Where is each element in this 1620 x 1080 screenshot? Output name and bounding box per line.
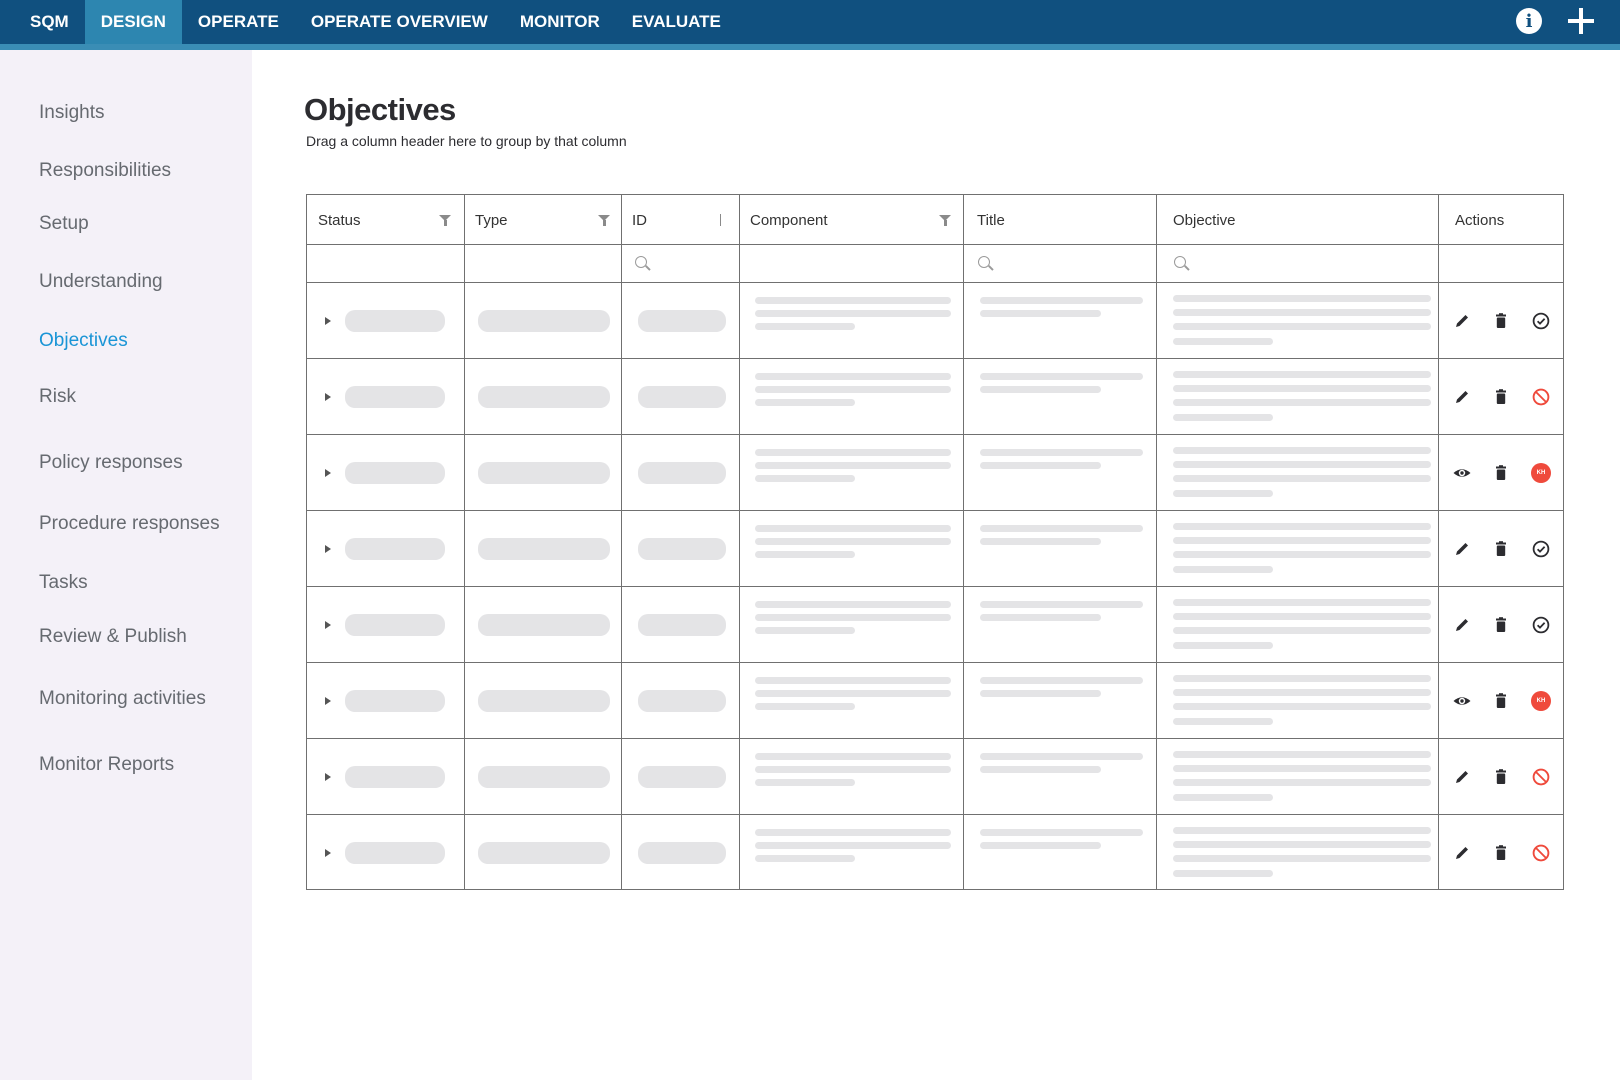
type-placeholder (478, 842, 610, 864)
component-placeholder-line (755, 627, 855, 634)
component-placeholder-line (755, 462, 951, 469)
id-placeholder (638, 538, 726, 560)
nav-operate[interactable]: OPERATE (197, 12, 279, 31)
status-placeholder (345, 614, 445, 636)
type-placeholder (478, 386, 610, 408)
nav-evaluate[interactable]: EVALUATE (631, 12, 721, 31)
type-placeholder (478, 614, 610, 636)
title-placeholder-line (980, 766, 1101, 773)
column-header-label: Title (977, 211, 1005, 229)
column-header-actions (1438, 195, 1565, 245)
nav-sqm[interactable]: SQM (30, 12, 69, 31)
check-circle-icon[interactable] (1531, 615, 1551, 635)
title-placeholder-line (980, 690, 1101, 697)
column-header-status[interactable] (307, 195, 464, 245)
id-placeholder (638, 842, 726, 864)
sidebar-item-risk[interactable]: Risk (39, 386, 76, 407)
nav-monitor[interactable]: MONITOR (519, 12, 600, 31)
objective-placeholder-line (1173, 675, 1431, 682)
status-placeholder (345, 462, 445, 484)
objective-placeholder-line (1173, 751, 1431, 758)
type-placeholder (478, 766, 610, 788)
component-placeholder-line (755, 310, 951, 317)
type-placeholder (478, 310, 610, 332)
nav-design[interactable]: DESIGN (85, 0, 182, 44)
search-icon[interactable] (635, 256, 647, 268)
page-title: Objectives (304, 92, 456, 127)
objective-placeholder-line (1173, 323, 1431, 330)
filter-icon[interactable] (939, 215, 951, 221)
sidebar-item-policy-responses[interactable]: Policy responses (39, 452, 183, 473)
main-nav (0, 0, 737, 44)
component-placeholder-line (755, 538, 951, 545)
column-header-title[interactable] (963, 195, 1156, 245)
objective-placeholder-line (1173, 689, 1431, 696)
blocked-icon[interactable] (1531, 843, 1551, 863)
sidebar-item-responsibilities[interactable]: Responsibilities (39, 160, 172, 181)
component-placeholder-line (755, 475, 855, 482)
objective-placeholder-line (1173, 718, 1273, 725)
component-placeholder-line (755, 614, 951, 621)
status-placeholder (345, 842, 445, 864)
objective-placeholder-line (1173, 841, 1431, 848)
component-placeholder-line (755, 855, 855, 862)
title-placeholder-line (980, 386, 1101, 393)
component-placeholder-line (755, 449, 951, 456)
objective-placeholder-line (1173, 765, 1431, 772)
title-placeholder-line (980, 310, 1101, 317)
delete-icon[interactable] (1491, 311, 1511, 331)
delete-icon[interactable] (1491, 539, 1511, 559)
expand-row-arrow[interactable] (325, 317, 331, 325)
status-placeholder (345, 310, 445, 332)
edit-icon[interactable] (1452, 843, 1472, 863)
id-placeholder (638, 462, 726, 484)
sidebar-item-objectives[interactable]: Objectives (39, 330, 128, 351)
component-placeholder-line (755, 842, 951, 849)
search-icon[interactable] (978, 256, 990, 268)
assignee-avatar-badge[interactable]: KH (1531, 691, 1551, 711)
objective-placeholder-line (1173, 779, 1431, 786)
search-icon[interactable] (1174, 256, 1186, 268)
delete-icon[interactable] (1491, 463, 1511, 483)
expand-row-arrow[interactable] (325, 393, 331, 401)
filter-icon[interactable] (598, 215, 610, 221)
expand-row-arrow[interactable] (325, 697, 331, 705)
sidebar-item-monitoring-activities[interactable]: Monitoring activities (39, 688, 206, 709)
delete-icon[interactable] (1491, 767, 1511, 787)
objective-placeholder-line (1173, 523, 1431, 530)
id-placeholder (638, 766, 726, 788)
column-header-label: Type (475, 211, 508, 229)
nav-operate-overview[interactable]: OPERATE OVERVIEW (310, 12, 488, 31)
title-placeholder-line (980, 753, 1143, 760)
title-placeholder-line (980, 297, 1143, 304)
sidebar-item-setup[interactable]: Setup (39, 213, 89, 234)
sidebar (0, 50, 252, 1080)
filter-icon[interactable] (439, 215, 451, 221)
title-placeholder-line (980, 462, 1101, 469)
objective-placeholder-line (1173, 461, 1431, 468)
type-placeholder (478, 538, 610, 560)
title-placeholder-line (980, 614, 1101, 621)
objective-placeholder-line (1173, 827, 1431, 834)
info-icon[interactable]: i (1516, 8, 1542, 34)
component-placeholder-line (755, 779, 855, 786)
objective-placeholder-line (1173, 475, 1431, 482)
type-placeholder (478, 462, 610, 484)
objective-placeholder-line (1173, 703, 1431, 710)
column-header-objective[interactable] (1156, 195, 1438, 245)
top-actions (1516, 8, 1594, 34)
expand-row-arrow[interactable] (325, 621, 331, 629)
blocked-icon[interactable] (1531, 387, 1551, 407)
objective-placeholder-line (1173, 490, 1273, 497)
sidebar-item-review-publish[interactable]: Review & Publish (39, 626, 187, 647)
id-placeholder (638, 690, 726, 712)
objective-placeholder-line (1173, 870, 1273, 877)
component-placeholder-line (755, 829, 951, 836)
objective-placeholder-line (1173, 371, 1431, 378)
component-placeholder-line (755, 525, 951, 532)
title-placeholder-line (980, 525, 1143, 532)
delete-icon[interactable] (1491, 615, 1511, 635)
component-placeholder-line (755, 601, 951, 608)
column-header-type[interactable] (464, 195, 621, 245)
objective-placeholder-line (1173, 794, 1273, 801)
component-placeholder-line (755, 677, 951, 684)
objective-placeholder-line (1173, 399, 1431, 406)
check-circle-icon[interactable] (1531, 539, 1551, 559)
assignee-avatar-badge[interactable]: KH (1531, 463, 1551, 483)
sidebar-item-procedure-responses[interactable]: Procedure responses (39, 513, 220, 534)
plus-icon[interactable] (1568, 8, 1594, 34)
column-header-label: Actions (1455, 211, 1505, 229)
column-header-label: Status (318, 211, 361, 229)
view-icon[interactable] (1452, 691, 1472, 711)
expand-row-arrow[interactable] (325, 469, 331, 477)
edit-icon[interactable] (1452, 767, 1472, 787)
expand-row-arrow[interactable] (325, 545, 331, 553)
objective-placeholder-line (1173, 613, 1431, 620)
edit-icon[interactable] (1452, 387, 1472, 407)
objective-placeholder-line (1173, 447, 1431, 454)
column-header-label: Component (750, 211, 828, 229)
objective-placeholder-line (1173, 551, 1431, 558)
title-placeholder-line (980, 373, 1143, 380)
component-placeholder-line (755, 323, 855, 330)
column-header-component[interactable] (739, 195, 963, 245)
sort-icon[interactable] (720, 214, 721, 226)
component-placeholder-line (755, 703, 855, 710)
objective-placeholder-line (1173, 537, 1431, 544)
check-circle-icon[interactable] (1531, 311, 1551, 331)
component-placeholder-line (755, 297, 951, 304)
type-placeholder (478, 690, 610, 712)
component-placeholder-line (755, 753, 951, 760)
id-placeholder (638, 614, 726, 636)
column-header-label: ID (632, 211, 647, 229)
sidebar-item-insights[interactable]: Insights (39, 102, 105, 123)
component-placeholder-line (755, 766, 951, 773)
objective-placeholder-line (1173, 855, 1431, 862)
title-placeholder-line (980, 449, 1143, 456)
objective-placeholder-line (1173, 642, 1273, 649)
objective-placeholder-line (1173, 414, 1273, 421)
delete-icon[interactable] (1491, 387, 1511, 407)
view-icon[interactable] (1452, 463, 1472, 483)
sidebar-item-monitor-reports[interactable]: Monitor Reports (39, 754, 175, 775)
component-placeholder-line (755, 373, 951, 380)
status-placeholder (345, 386, 445, 408)
objective-placeholder-line (1173, 338, 1273, 345)
id-placeholder (638, 386, 726, 408)
group-by-drop-zone[interactable]: Drag a column header here to group by that column (306, 133, 627, 149)
component-placeholder-line (755, 386, 951, 393)
blocked-icon[interactable] (1531, 767, 1551, 787)
title-placeholder-line (980, 829, 1143, 836)
title-placeholder-line (980, 842, 1101, 849)
objective-placeholder-line (1173, 295, 1431, 302)
edit-icon[interactable] (1452, 615, 1472, 635)
edit-icon[interactable] (1452, 539, 1472, 559)
status-placeholder (345, 766, 445, 788)
component-placeholder-line (755, 551, 855, 558)
expand-row-arrow[interactable] (325, 773, 331, 781)
id-placeholder (638, 310, 726, 332)
top-nav-bar (0, 0, 1620, 44)
component-placeholder-line (755, 690, 951, 697)
objectives-table (306, 194, 1564, 890)
expand-row-arrow[interactable] (325, 849, 331, 857)
objective-placeholder-line (1173, 627, 1431, 634)
title-placeholder-line (980, 677, 1143, 684)
delete-icon[interactable] (1491, 691, 1511, 711)
status-placeholder (345, 690, 445, 712)
objective-placeholder-line (1173, 309, 1431, 316)
column-header-label: Objective (1173, 211, 1236, 229)
edit-icon[interactable] (1452, 311, 1472, 331)
delete-icon[interactable] (1491, 843, 1511, 863)
objective-placeholder-line (1173, 385, 1431, 392)
component-placeholder-line (755, 399, 855, 406)
objective-placeholder-line (1173, 566, 1273, 573)
sidebar-item-understanding[interactable]: Understanding (39, 271, 163, 292)
title-placeholder-line (980, 538, 1101, 545)
objective-placeholder-line (1173, 599, 1431, 606)
status-placeholder (345, 538, 445, 560)
title-placeholder-line (980, 601, 1143, 608)
sidebar-item-tasks[interactable]: Tasks (39, 572, 88, 593)
column-header-id[interactable] (621, 195, 739, 245)
